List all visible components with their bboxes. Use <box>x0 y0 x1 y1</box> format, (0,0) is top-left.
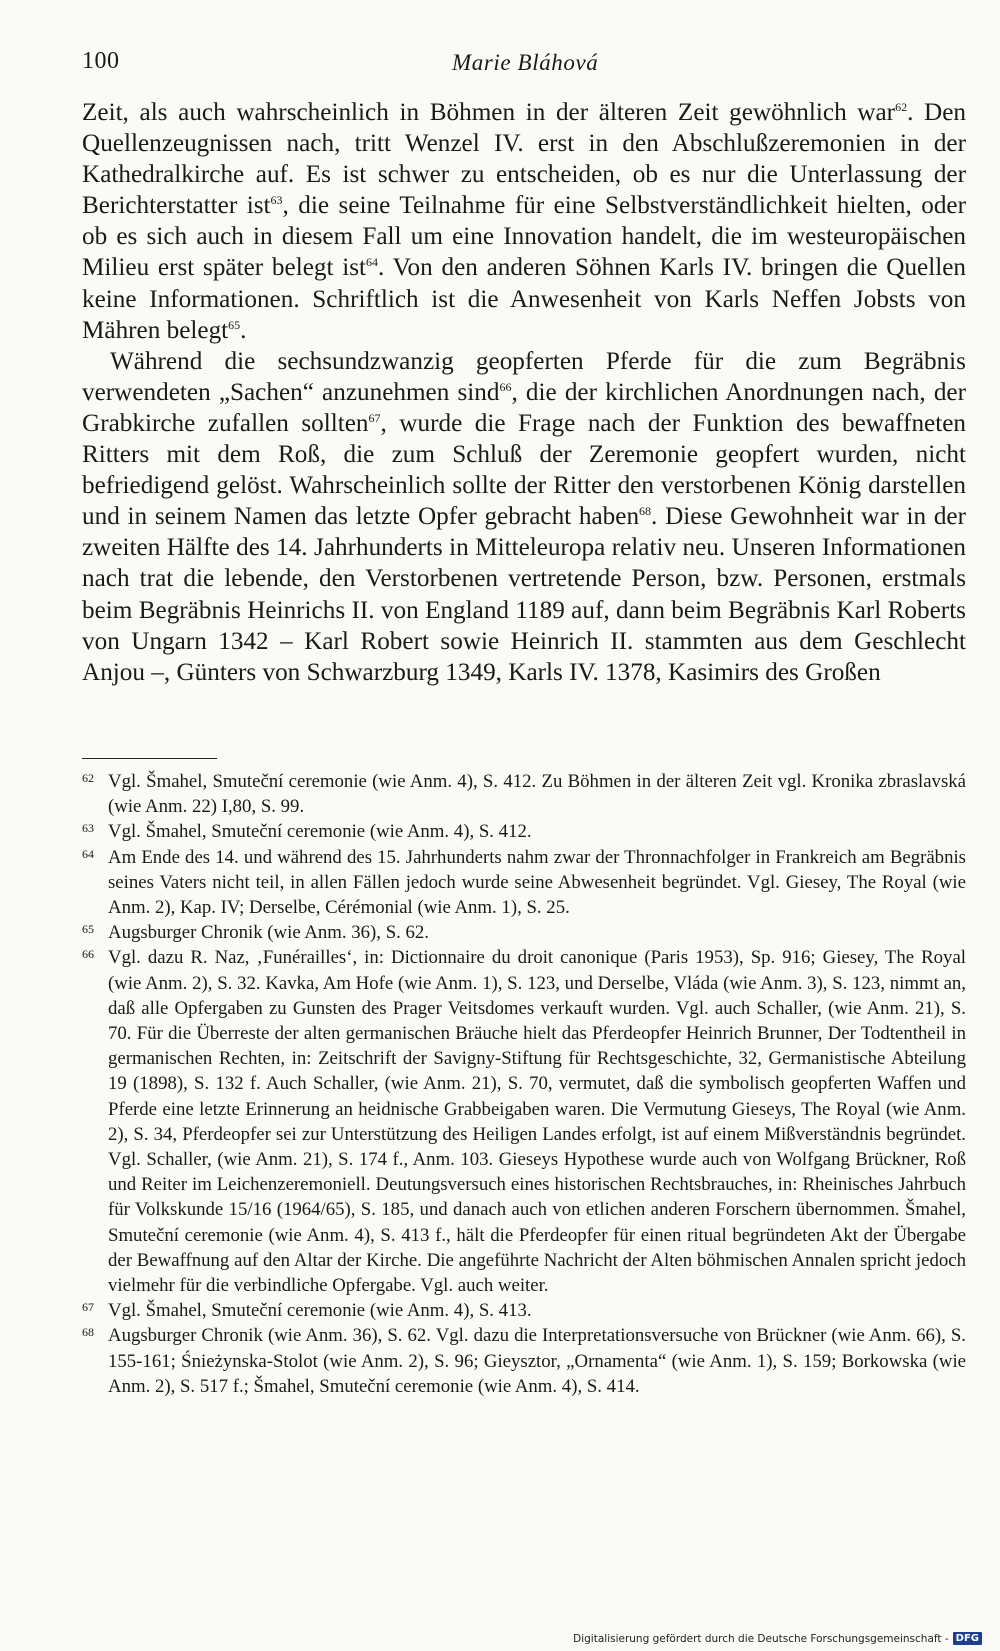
text-run: . Den Quellenzeugnissen nach, tritt Wenzel IV. erst in den Abschlußzeremonien in der Kathedralkirche auf. Es ist schwer zu entscheiden, ob es nur die Unterlassung der Berichterstatter ist <box>82 99 966 220</box>
footnote-ref: 64 <box>366 255 379 270</box>
footnote-text: Vgl. dazu R. Naz, ‚Funérailles‘, in: Dictionnaire du droit canonique (Paris 1953), Sp. 916; Giesey, The Royal (wie Anm. 2), S. 32. Kavka, Am Hofe (wie Anm. 1), S. 123, und Derselbe, Vláda (wie Anm. 3), S. 123, nimmt an, daß alle Opfergaben zu Gunsten des Prager Veitsdomes verkauft wurden. Vgl. auch Schaller, (wie Anm. 21), S. 70. Für die Überreste der alten germanischen Bräuche hielt das Pferdeopfer Heinrich Brunner, Der Todtentheil in germanischen Rechten, in: Zeitschrift der Savigny-Stiftung für Rechtsgeschichte, 32, Germanistische Abteilung 19 (1898), S. 132 f. Auch Schaller, (wie Anm. 21), S. 70, vermutet, daß die symbolisch geopferten Waffen und Pferde eine letzte Erinnerung an heidnische Grabbeigaben waren. Die Vermutung Gieseys, The Royal (wie Anm. 2), S. 34, Pferdeopfer sei zur Unterstützung des Heiligen Landes erfolgt, ist auf einem Mißverständnis begründet. Vgl. Schaller, (wie Anm. 21), S. 174 f., Anm. 103. Gieseys Hypothese wurde auch von Wolfgang Brückner, Roß und Reiter im Leichenzeremoniell. Deutungsversuch eines historischen Rechtsbrauches, in: Rheinisches Jahrbuch für Volkskunde 15/16 (1964/65), S. 185, und danach auch von etlichen anderen Forschern übernommen. Šmahel, Smuteční ceremonie (wie Anm. 4), S. 413 f., hält die Pferdeopfer für einen ritual begründeten Akt der Übergabe der Bewaffnung auf den Altar der Kirche. Die angeführte Nachricht der Alten böhmischen Annalen spricht jedoch vielmehr für die verbindliche Opfergabe. Vgl. auch weiter. <box>108 947 966 1297</box>
text-run: Während die sechsundzwanzig geopferten Pferde für die zum Begräbnis verwendeten „Sachen“ anzunehmen sind <box>82 347 966 406</box>
credit-text: Digitalisierung gefördert durch die Deutsche Forschungsgemeinschaft - <box>573 1632 949 1645</box>
footnote-number: 65 <box>82 922 94 937</box>
dfg-logo: DFG <box>953 1632 982 1645</box>
paragraph <box>82 97 966 346</box>
paragraph <box>82 346 966 688</box>
footnote-divider <box>82 758 217 759</box>
footnote-number: 64 <box>82 846 94 861</box>
footnote-number: 63 <box>82 821 94 836</box>
main-text <box>82 97 966 688</box>
footnote-number: 67 <box>82 1300 94 1315</box>
footnote-ref: 63 <box>270 193 283 208</box>
digitization-credit <box>573 1632 982 1645</box>
footnote-ref: 68 <box>639 504 652 519</box>
footnote-text: Am Ende des 14. und während des 15. Jahrhunderts nahm zwar der Thronnachfolger in Frankreich am Begräbnis seines Vaters nicht teil, in allen Fällen jedoch wurde seine Abwesenheit begründet. Vgl. Giesey, The Royal (wie Anm. 2), Kap. IV; Derselbe, Cérémonial (wie Anm. 1), S. 25. <box>108 846 966 919</box>
footnote-ref: 62 <box>895 100 908 114</box>
text-run: , wurde die Frage nach der Funktion des bewaffneten Ritters mit dem Roß, die zum Schluß der Zeremonie geopfert wurden, nicht befriedigend gelöst. Wahrscheinlich sollte der Ritter den verstorbenen König darstellen und in seinem Namen das letzte Opfer gebracht haben <box>82 409 967 531</box>
footnote <box>82 769 966 819</box>
text-run: Zeit, als auch wahrscheinlich in Böhmen in der älteren Zeit gewöhnlich war <box>82 99 896 126</box>
text-run: . Von den anderen Söhnen Karls IV. bringen die Quellen keine Informationen. Schriftlich ist die Anwesenheit von Karls Neffen Jobsts von Mähren belegt <box>82 254 966 344</box>
page-header <box>82 48 917 80</box>
text-run: . Diese Gewohnheit war in der zweiten Hälfte des 14. Jahrhunderts in Mitteleuropa relativ neu. Unseren Informationen nach trat die lebende, den Verstorbenen vertretende Person, bzw. Personen, erstmals beim Begräbnis Heinrichs II. von England 1189 auf, dann beim Begräbnis Karl Roberts von Ungarn 1342 – Karl Robert sowie Heinrich II. stammten aus dem Geschlecht Anjou –, Günters von Schwarzburg 1349, Karls IV. 1378, Kasimirs des Großen <box>82 503 966 686</box>
footnote-number: 62 <box>82 771 94 785</box>
footnote-number: 68 <box>82 1325 94 1340</box>
footnote-number: 66 <box>82 947 94 962</box>
footnote <box>82 920 966 945</box>
footnote <box>82 845 966 921</box>
footnote <box>82 1323 966 1399</box>
footnote-text: Vgl. Šmahel, Smuteční ceremonie (wie Anm. 4), S. 413. <box>108 1300 532 1322</box>
footnote <box>82 1298 966 1323</box>
footnotes <box>82 769 966 1399</box>
footnote-ref: 67 <box>368 410 381 425</box>
page-number: 100 <box>82 48 120 74</box>
footnote-text: Augsburger Chronik (wie Anm. 36), S. 62. <box>108 922 430 944</box>
footnote-text: Augsburger Chronik (wie Anm. 36), S. 62. Vgl. dazu die Interpretationsversuche von Brückner (wie Anm. 66), S. 155-161; Śnieżynska-Stolot (wie Anm. 2), S. 96; Gieysztor, „Ornamenta“ (wie Anm. 1), S. 159; Borkowska (wie Anm. 2), S. 517 f.; Šmahel, Smuteční ceremonie (wie Anm. 4), S. 414. <box>108 1325 966 1397</box>
text-run: , die der kirchlichen Anordnungen nach, der Grabkirche zufallen sollten <box>82 378 966 437</box>
footnote <box>82 945 966 1298</box>
footnote-ref: 66 <box>499 379 512 394</box>
footnote-text: Vgl. Šmahel, Smuteční ceremonie (wie Anm. 4), S. 412. Zu Böhmen in der älteren Zeit vgl. Kronika zbraslavská (wie Anm. 22) I,80, S. 99. <box>108 771 966 818</box>
footnote <box>82 819 966 844</box>
text-run: , die seine Teilnahme für eine Selbstverständlichkeit hielten, oder ob es sich auch in diesem Fall um eine Innovation handelt, die im westeuropäischen Milieu erst später belegt ist <box>82 192 966 282</box>
running-head: Marie Bláhová <box>452 50 599 75</box>
footnote-ref: 65 <box>228 317 241 332</box>
text-run: . <box>240 316 247 344</box>
footnote-text: Vgl. Šmahel, Smuteční ceremonie (wie Anm. 4), S. 412. <box>108 821 532 843</box>
